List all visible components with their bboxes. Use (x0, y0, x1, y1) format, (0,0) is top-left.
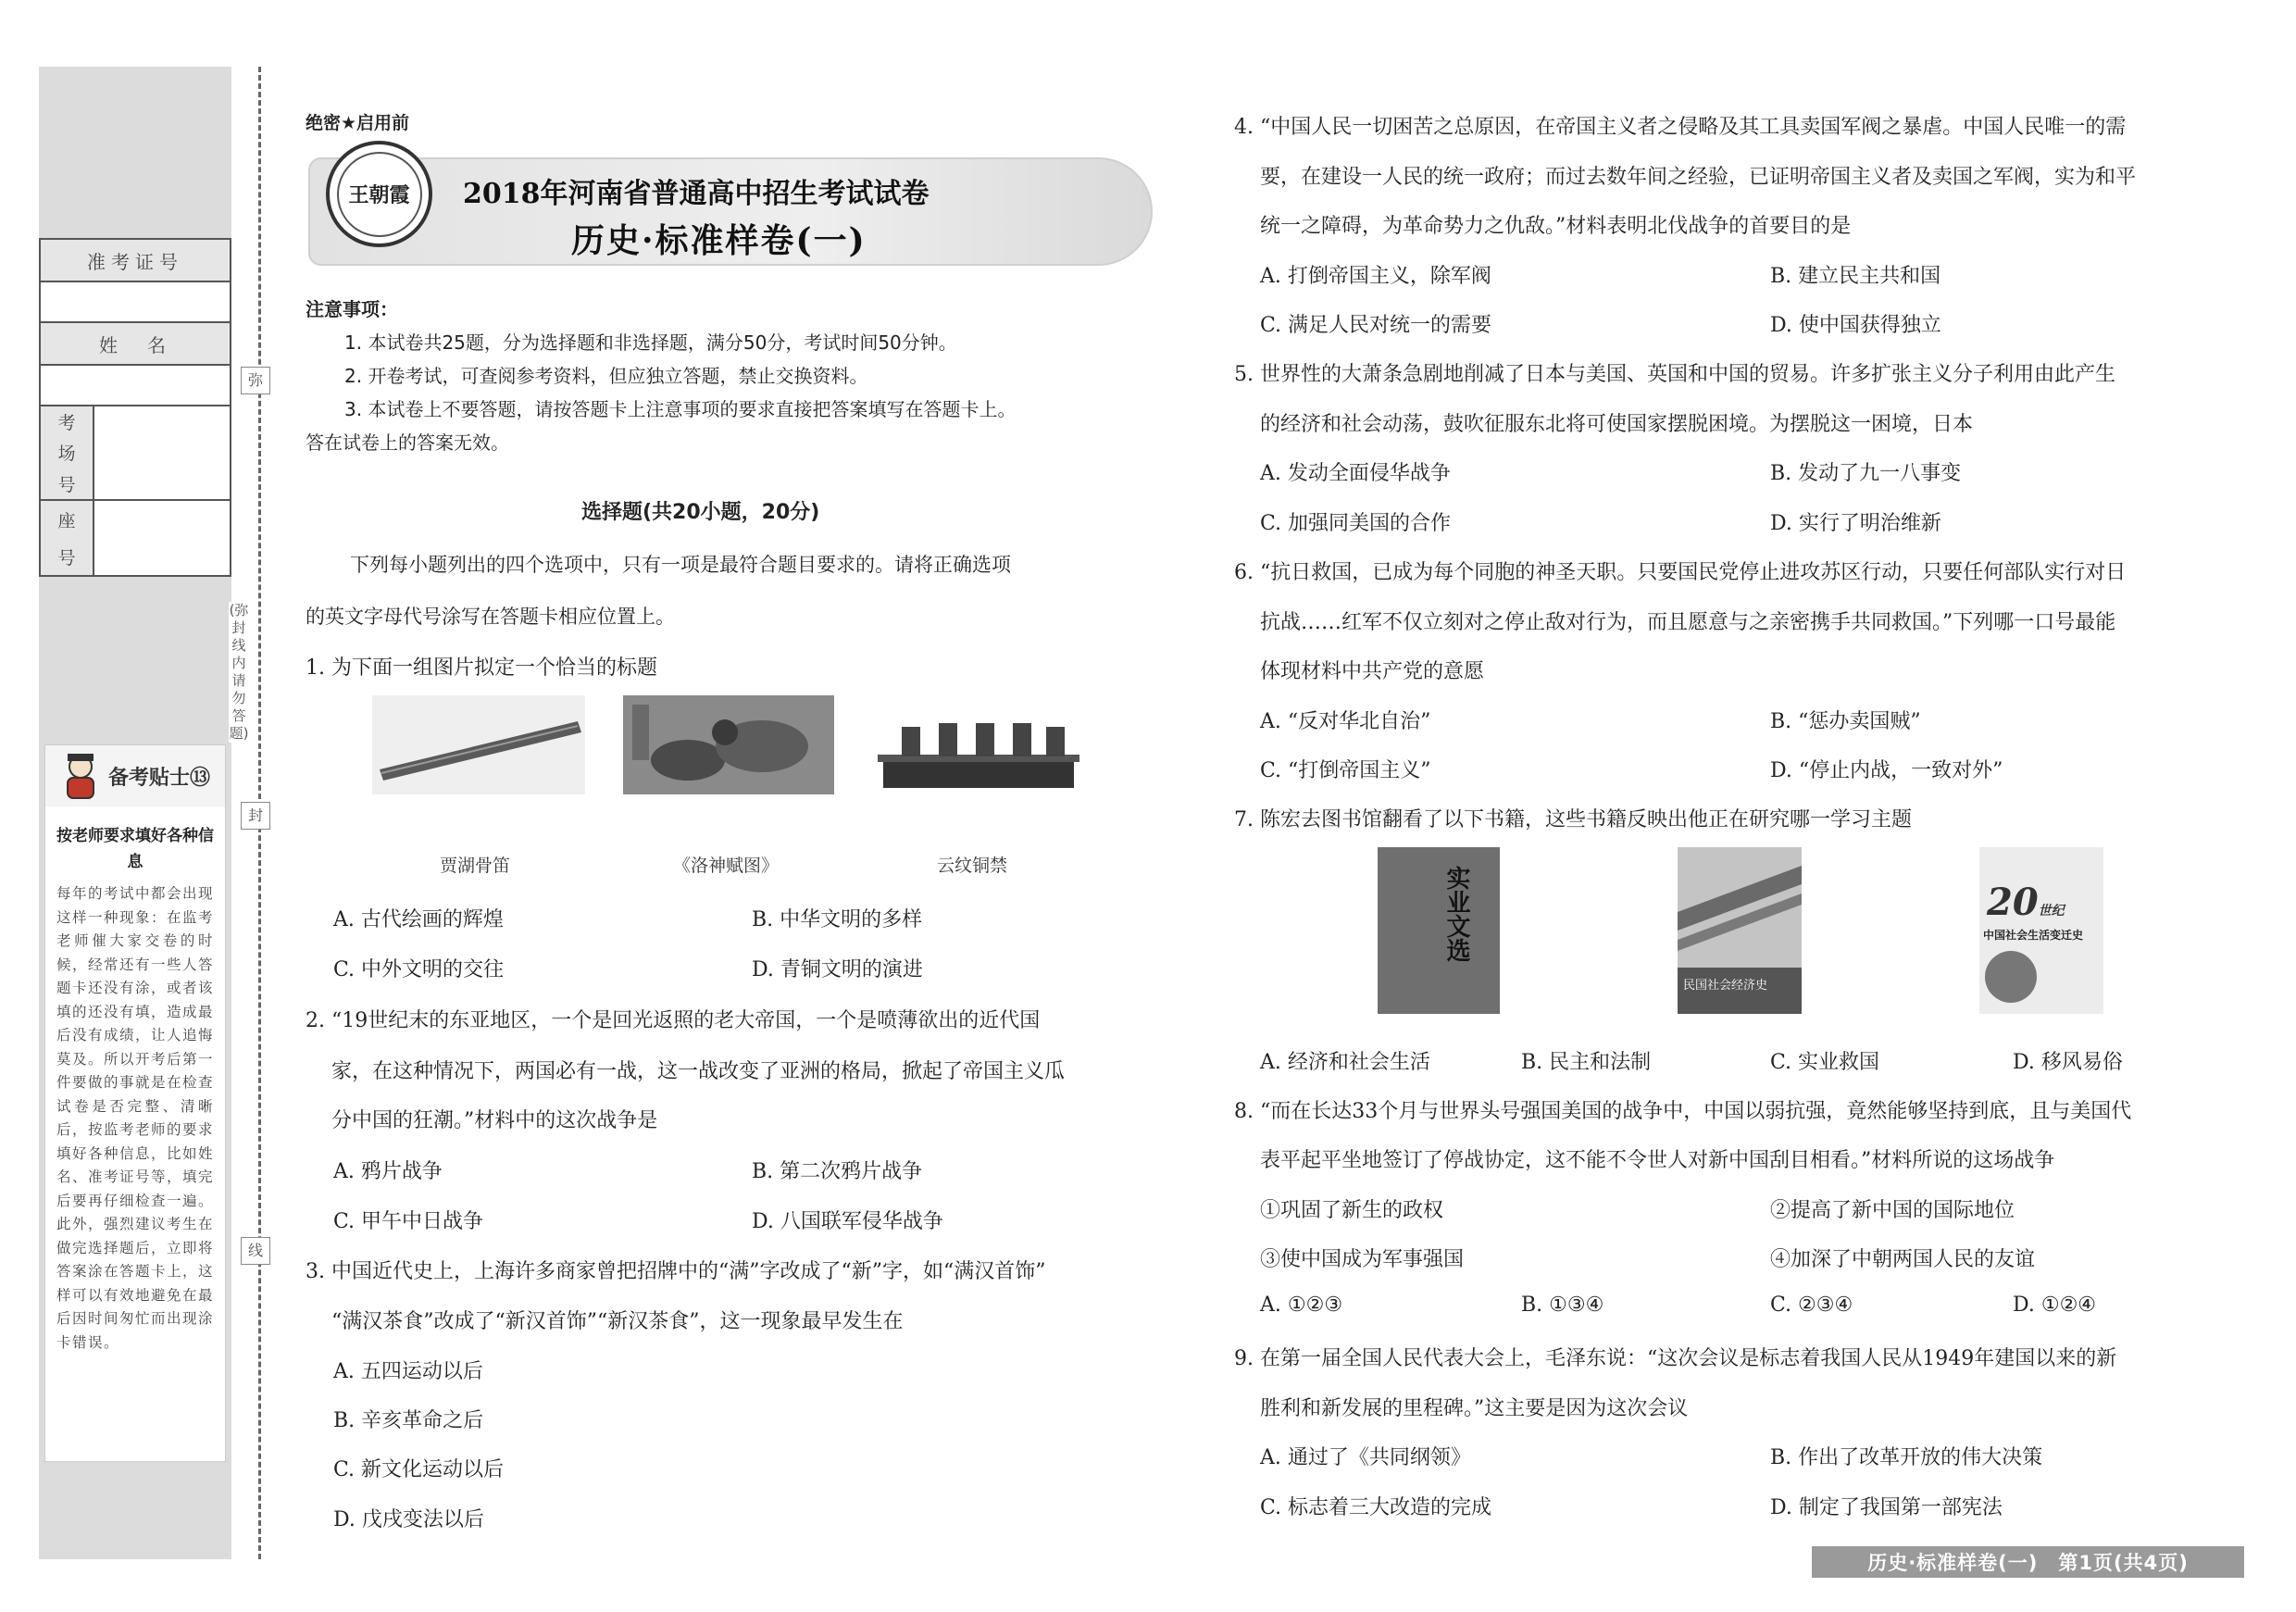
tip-banner (45, 745, 225, 806)
q5-option-b[interactable]: B. 发动了九一八事变 (1770, 462, 1962, 485)
book-title: 民国社会经济史 (1683, 979, 1768, 993)
q6-option-d[interactable]: D. “停止内战，一致对外” (1770, 759, 2003, 782)
book-title: 实业文选 (1442, 866, 1470, 962)
room-field[interactable] (94, 406, 230, 499)
seal-char: 弥 (241, 367, 270, 394)
q7-stem: 7. 陈宏去图书馆翻看了以下书籍，这些书籍反映出他正在研究哪一学习主题 (1234, 808, 1912, 831)
q3-option-c[interactable]: C. 新文化运动以后 (333, 1458, 505, 1481)
image-caption: 贾湖骨笛 (440, 856, 511, 876)
book-cover-minguo (1678, 847, 1802, 1014)
room-label-char: 号 (57, 474, 76, 495)
q8-statement: ④加深了中朝两国人民的友谊 (1770, 1248, 2036, 1271)
q8-stem: 表平起平坐地签订了停战协定，这不能不令世人对新中国刮目相看。”材料所说的这场战争 (1260, 1149, 2055, 1172)
note-item: 1. 本试卷共25题，分为选择题和非选择题，满分50分，考试时间50分钟。 (344, 331, 957, 354)
image-caption: 云纹铜禁 (937, 856, 1008, 876)
seal-char: 封 (241, 802, 270, 830)
q9-option-d[interactable]: D. 制定了我国第一部宪法 (1770, 1496, 2003, 1519)
q5-stem: 5. 世界性的大萧条急剧地削减了日本与美国、英国和中国的贸易。许多扩张主义分子利用由此产生 (1234, 363, 2115, 386)
book-title-number: 20 (1987, 881, 2039, 924)
q7-option-c[interactable]: C. 实业救国 (1770, 1051, 1880, 1074)
q8-option-c[interactable]: C. ②③④ (1770, 1293, 1853, 1317)
section-instruction: 的英文字母代号涂写在答题卡相应位置上。 (306, 606, 675, 628)
notes-label: 注意事项： (306, 298, 398, 320)
book-cover-shiye (1378, 847, 1500, 1014)
exam-title: 2018年河南省普通高中招生考试试卷 (463, 178, 930, 210)
q3-stem: “满汉茶食”改成了“新汉首饰”“新汉茶食”，这一现象最早发生在 (331, 1310, 904, 1333)
note-item: 答在试卷上的答案无效。 (306, 431, 509, 454)
exam-tip-box (44, 744, 226, 1462)
q3-option-b[interactable]: B. 辛亥革命之后 (333, 1409, 484, 1432)
room-label-char: 考 (57, 413, 76, 434)
q1-option-d[interactable]: D. 青铜文明的演进 (752, 958, 923, 981)
tip-title: 备考贴士⑬ (107, 766, 210, 790)
section-instruction: 下列每小题列出的四个选项中，只有一项是最符合题目要求的。请将正确选项 (350, 554, 1011, 576)
book-title: 中国社会生活变迁史 (1983, 929, 2084, 942)
seal-note: (弥封线内请勿答题) (229, 602, 249, 742)
q1-option-c[interactable]: C. 中外文明的交往 (333, 958, 505, 981)
q3-option-d[interactable]: D. 戊戌变法以后 (333, 1508, 484, 1531)
paper-title: 历史·标准样卷(一) (571, 221, 867, 260)
book-cover-shenghuo (1979, 847, 2103, 1014)
logo-text: 王朝霞 (337, 152, 422, 237)
q8-statement: ③使中国成为军事强国 (1260, 1248, 1465, 1271)
room-label-char: 场 (57, 444, 76, 465)
q2-stem: 分中国的狂潮。”材料中的这次战争是 (331, 1109, 658, 1132)
page-footer: 历史·标准样卷(一) 第1页(共4页) (1812, 1546, 2244, 1578)
q9-stem: 胜利和新发展的里程碑。”这主要是因为这次会议 (1260, 1397, 1689, 1420)
q3-stem: 3. 中国近代史上，上海许多商家曾把招牌中的“满”字改成了“新”字，如“满汉首饰” (306, 1260, 1046, 1283)
q8-option-d[interactable]: D. ①②④ (2013, 1293, 2097, 1317)
bronze-altar-image (874, 718, 1083, 795)
exam-id-field[interactable] (41, 282, 230, 321)
q6-stem: 体现材料中共产党的意愿 (1260, 660, 1485, 683)
q2-stem: 2. “19世纪末的东亚地区，一个是回光返照的老大帝国，一个是喷薄欲出的近代国 (306, 1009, 1041, 1032)
q1-option-b[interactable]: B. 中华文明的多样 (752, 908, 923, 931)
note-item: 2. 开卷考试，可查阅参考资料，但应独立答题，禁止交换资料。 (344, 365, 868, 387)
q9-option-c[interactable]: C. 标志着三大改造的完成 (1260, 1496, 1492, 1519)
bone-flute-image (372, 695, 585, 794)
q5-option-d[interactable]: D. 实行了明治维新 (1770, 512, 1941, 535)
q8-option-a[interactable]: A. ①②③ (1260, 1293, 1343, 1317)
q7-option-b[interactable]: B. 民主和法制 (1521, 1051, 1652, 1074)
scholar-icon (60, 752, 101, 800)
book-title-small: 世纪 (2038, 904, 2065, 918)
exam-id-label: 准考证号 (41, 240, 230, 281)
q5-option-a[interactable]: A. 发动全面侵华战争 (1260, 462, 1451, 485)
q4-option-d[interactable]: D. 使中国获得独立 (1770, 314, 1941, 337)
q7-option-d[interactable]: D. 移风易俗 (2013, 1051, 2123, 1074)
q6-option-b[interactable]: B. “惩办卖国贼” (1770, 710, 1921, 733)
q2-option-a[interactable]: A. 鸦片战争 (333, 1160, 443, 1183)
luoshen-painting-image (623, 695, 834, 794)
q4-option-c[interactable]: C. 满足人民对统一的需要 (1260, 314, 1492, 337)
seal-char: 线 (241, 1237, 270, 1265)
q8-option-b[interactable]: B. ①③④ (1521, 1293, 1604, 1317)
tip-body: 每年的考试中都会出现这样一种现象：在监考老师催大家交卷的时候，经常还有一些人答题卡还没有涂，或者该填的还没有填，造成最后没有成绩，让人追悔莫及。所以开考后第一件要做的事就是在检查试卷是否完整、清晰后，按监考老师的要求填好各种信息，比如姓名、准考证号等，填完后要再仔细检查一遍。此外，强烈建议考生在做完选择题后，立即将答案涂在答题卡上，这样可以有效地避免在最后因时间匆忙而出现涂卡错误。 (56, 885, 215, 1351)
seat-label (41, 501, 94, 575)
tip-heading: 按老师要求填好各种信息 (56, 827, 214, 871)
name-label: 姓 名 (41, 323, 230, 364)
q2-option-b[interactable]: B. 第二次鸦片战争 (752, 1160, 923, 1183)
q6-option-a[interactable]: A. “反对华北自治” (1260, 710, 1431, 733)
confidential-mark: 绝密★启用前 (306, 113, 410, 133)
book-cover-graphic (1985, 951, 2037, 1003)
q8-statement: ②提高了新中国的国际地位 (1770, 1199, 2015, 1222)
q2-stem: 家，在这种情况下，两国必有一战，这一战改变了亚洲的格局，掀起了帝国主义瓜 (331, 1060, 1066, 1083)
q9-stem: 9. 在第一届全国人民代表大会上，毛泽东说：“这次会议是标志着我国人民从1949年建国以来的新 (1234, 1347, 2117, 1370)
name-field[interactable] (41, 366, 230, 405)
q6-option-c[interactable]: C. “打倒帝国主义” (1260, 759, 1431, 782)
q6-stem: 抗战……红军不仅立刻对之停止敌对行为，而且愿意与之亲密携手共同救国。”下列哪一口号最能 (1260, 611, 2116, 634)
q5-option-c[interactable]: C. 加强同美国的合作 (1260, 512, 1452, 535)
q9-option-a[interactable]: A. 通过了《共同纲领》 (1260, 1446, 1471, 1469)
seat-label-char: 号 (57, 547, 76, 569)
note-item: 3. 本试卷上不要答题，请按答题卡上注意事项的要求直接把答案填写在答题卡上。 (344, 398, 1017, 420)
seat-label-char: 座 (57, 510, 76, 531)
image-caption: 《洛神赋图》 (673, 856, 780, 876)
q4-stem: 统一之障碍，为革命势力之仇敌。”材料表明北伐战争的首要目的是 (1260, 215, 1852, 238)
seat-field[interactable] (94, 501, 230, 575)
candidate-info-table (39, 238, 231, 577)
q4-stem: 要，在建设一人民的统一政府；而过去数年间之经验，已证明帝国主义者及卖国之军阀，实为和平 (1260, 166, 2137, 189)
q2-option-d[interactable]: D. 八国联军侵华战争 (752, 1210, 943, 1233)
room-label (41, 406, 94, 499)
q8-statement: ①巩固了新生的政权 (1260, 1199, 1444, 1222)
q4-option-a[interactable]: A. 打倒帝国主义，除军阀 (1260, 265, 1491, 288)
q6-stem: 6. “抗日救国，已成为每个同胞的神圣天职。只要国民党停止进攻苏区行动，只要任何部队实行对日 (1234, 561, 2127, 584)
q3-option-a[interactable]: A. 五四运动以后 (333, 1360, 483, 1383)
publisher-logo (326, 141, 432, 247)
q2-option-c[interactable]: C. 甲午中日战争 (333, 1210, 484, 1233)
q5-stem: 的经济和社会动荡，鼓吹征服东北将可使国家摆脱困境。为摆脱这一困境，日本 (1260, 413, 1974, 436)
q9-option-b[interactable]: B. 作出了改革开放的伟大决策 (1770, 1446, 2043, 1469)
q1-stem: 1. 为下面一组图片拟定一个恰当的标题 (306, 656, 657, 680)
q4-option-b[interactable]: B. 建立民主共和国 (1770, 265, 1941, 288)
q1-option-a[interactable]: A. 古代绘画的辉煌 (333, 908, 504, 931)
q7-option-a[interactable]: A. 经济和社会生活 (1260, 1051, 1430, 1074)
q4-stem: 4. “中国人民一切困苦之总原因，在帝国主义者之侵略及其工具卖国军阀之暴虐。中国人民唯一的需 (1234, 116, 2127, 139)
q8-stem: 8. “而在长达33个月与世界头号强国美国的战争中，中国以弱抗强，竟然能够坚持到底，且与美国代 (1234, 1100, 2132, 1123)
section-title: 选择题(共20小题，20分) (581, 501, 820, 524)
